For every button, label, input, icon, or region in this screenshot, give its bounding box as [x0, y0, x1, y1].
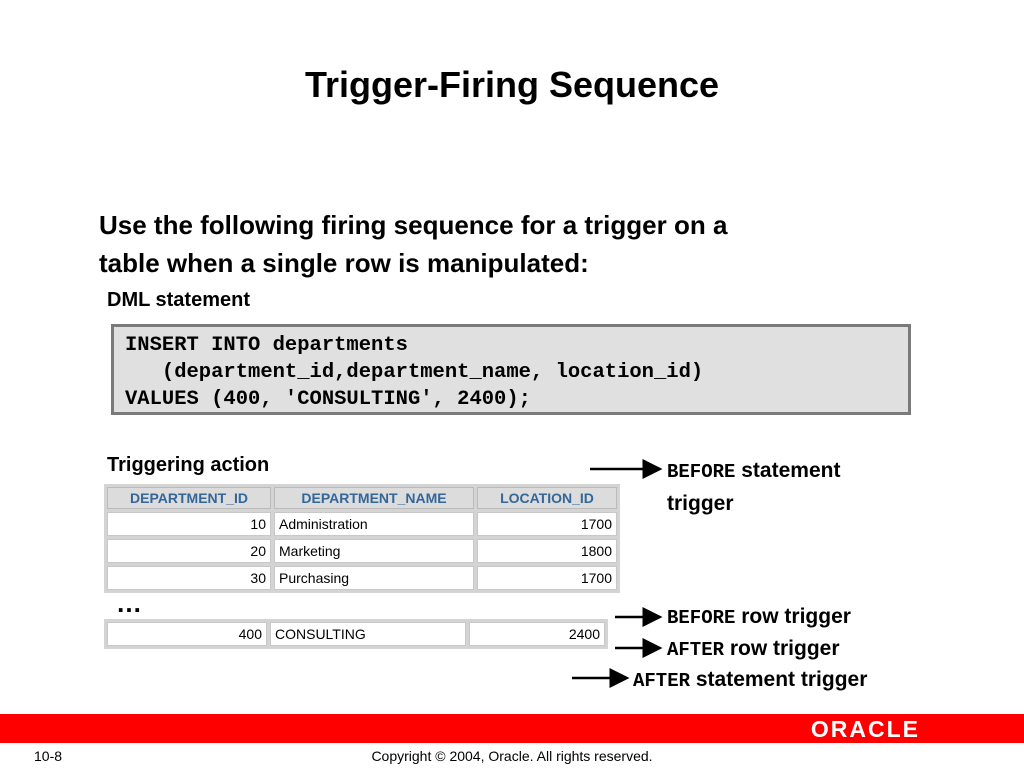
code-line-3: VALUES (400, 'CONSULTING', 2400);	[125, 388, 531, 411]
note-text-2: trigger	[667, 492, 734, 515]
cell-department-id: 10	[107, 512, 271, 536]
header-department-id: DEPARTMENT_ID	[107, 487, 271, 509]
dml-statement-label: DML statement	[107, 289, 250, 311]
cell-location-id: 1700	[477, 566, 617, 590]
intro-line-2: table when a single row is manipulated:	[99, 248, 589, 278]
cell-department-name: Purchasing	[274, 566, 474, 590]
note-before-row-trigger	[667, 601, 851, 634]
code-line-2: (department_id,department_name, location_id)	[125, 361, 704, 384]
note-text: row trigger	[724, 637, 840, 660]
note-text: statement trigger	[690, 668, 868, 691]
note-after-row-trigger	[667, 633, 840, 666]
keyword-after: AFTER	[667, 639, 725, 661]
cell-department-id: 30	[107, 566, 271, 590]
intro-line-1: Use the following firing sequence for a trigger on a	[99, 210, 728, 240]
cell-department-name: CONSULTING	[270, 622, 466, 646]
cell-location-id: 1800	[477, 539, 617, 563]
rows-ellipsis: …	[116, 588, 142, 618]
keyword-after: AFTER	[633, 670, 691, 692]
cell-department-name: Marketing	[274, 539, 474, 563]
keyword-before: BEFORE	[667, 461, 736, 483]
note-text: row trigger	[735, 605, 851, 628]
header-location-id: LOCATION_ID	[477, 487, 617, 509]
page-number: 10-8	[34, 748, 63, 764]
cell-department-id: 400	[107, 622, 267, 646]
note-text: statement	[735, 459, 841, 482]
header-department-name: DEPARTMENT_NAME	[274, 487, 474, 509]
cell-location-id: 2400	[469, 622, 605, 646]
copyright-text: Copyright © 2004, Oracle. All rights reserved.	[371, 748, 653, 764]
keyword-before: BEFORE	[667, 607, 736, 629]
triggering-action-label: Triggering action	[107, 454, 270, 476]
note-after-statement-trigger	[633, 664, 867, 697]
code-line-1: INSERT INTO departments	[125, 334, 408, 357]
slide-title: Trigger-Firing Sequence	[304, 64, 720, 105]
cell-department-id: 20	[107, 539, 271, 563]
cell-department-name: Administration	[274, 512, 474, 536]
oracle-logo: ORACLE	[810, 716, 920, 742]
note-before-statement-trigger	[667, 455, 927, 520]
cell-location-id: 1700	[477, 512, 617, 536]
